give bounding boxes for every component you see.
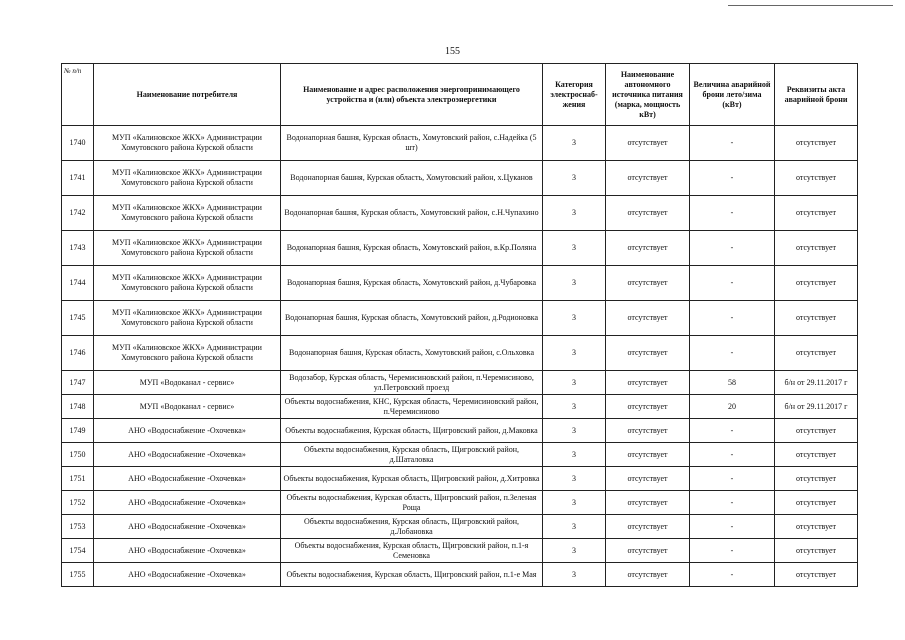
cell-location: Водонапорная башня, Курская область, Хомутовский район, х.Цуканов	[281, 161, 543, 196]
cell-consumer: МУП «Калиновское ЖКХ» Администрации Хомутовского района Курской области	[94, 161, 281, 196]
cell-power-source: отсутствует	[606, 491, 690, 515]
cell-power-source: отсутствует	[606, 231, 690, 266]
cell-consumer: МУП «Калиновское ЖКХ» Администрации Хомутовского района Курской области	[94, 336, 281, 371]
cell-consumer: МУП «Калиновское ЖКХ» Администрации Хомутовского района Курской области	[94, 266, 281, 301]
table-row	[62, 563, 858, 587]
cell-number: 1749	[62, 419, 94, 443]
cell-emergency-reserve: -	[690, 266, 775, 301]
cell-consumer: АНО «Водоснабжение -Охочевка»	[94, 515, 281, 539]
header-power-source: Наименование автономного источника питания (марка, мощность кВт)	[606, 64, 690, 126]
cell-number: 1750	[62, 443, 94, 467]
cell-power-source: отсутствует	[606, 395, 690, 419]
cell-act-details: отсутствует	[775, 301, 858, 336]
cell-location: Водонапорная башня, Курская область, Хомутовский район, в.Кр.Поляна	[281, 231, 543, 266]
cell-number: 1740	[62, 126, 94, 161]
cell-consumer: МУП «Калиновское ЖКХ» Администрации Хомутовского района Курской области	[94, 231, 281, 266]
cell-power-source: отсутствует	[606, 126, 690, 161]
cell-category: 3	[543, 491, 606, 515]
consumer-table	[61, 63, 858, 587]
cell-consumer: АНО «Водоснабжение -Охочевка»	[94, 419, 281, 443]
cell-act-details: отсутствует	[775, 161, 858, 196]
table-row	[62, 336, 858, 371]
cell-power-source: отсутствует	[606, 419, 690, 443]
cell-number: 1751	[62, 467, 94, 491]
cell-consumer: МУП «Калиновское ЖКХ» Администрации Хомутовского района Курской области	[94, 126, 281, 161]
cell-category: 3	[543, 443, 606, 467]
cell-number: 1743	[62, 231, 94, 266]
table-row	[62, 491, 858, 515]
cell-location: Водонапорная башня, Курская область, Хомутовский район, д.Чубаровка	[281, 266, 543, 301]
cell-category: 3	[543, 126, 606, 161]
cell-location: Водонапорная башня, Курская область, Хомутовский район, с.Ольховка	[281, 336, 543, 371]
cell-category: 3	[543, 515, 606, 539]
cell-consumer: МУП «Калиновское ЖКХ» Администрации Хомутовского района Курской области	[94, 196, 281, 231]
cell-act-details: отсутствует	[775, 196, 858, 231]
cell-location: Водонапорная башня, Курская область, Хомутовский район, с.Надейка (5 шт)	[281, 126, 543, 161]
cell-power-source: отсутствует	[606, 336, 690, 371]
cell-act-details: отсутствует	[775, 126, 858, 161]
cell-power-source: отсутствует	[606, 371, 690, 395]
page-number: 155	[445, 46, 460, 57]
cell-category: 3	[543, 539, 606, 563]
cell-act-details: отсутствует	[775, 539, 858, 563]
header-consumer: Наименование потребителя	[94, 64, 281, 126]
table-row	[62, 231, 858, 266]
cell-number: 1752	[62, 491, 94, 515]
cell-number: 1741	[62, 161, 94, 196]
cell-number: 1744	[62, 266, 94, 301]
cell-consumer: АНО «Водоснабжение -Охочевка»	[94, 467, 281, 491]
table-row	[62, 539, 858, 563]
cell-emergency-reserve: -	[690, 161, 775, 196]
table-row	[62, 266, 858, 301]
header-category: Категория электроснаб-жения	[543, 64, 606, 126]
cell-power-source: отсутствует	[606, 266, 690, 301]
table-row	[62, 196, 858, 231]
cell-category: 3	[543, 419, 606, 443]
cell-emergency-reserve: -	[690, 196, 775, 231]
table-header-row	[62, 64, 858, 126]
cell-emergency-reserve: -	[690, 443, 775, 467]
cell-emergency-reserve: 58	[690, 371, 775, 395]
table-row	[62, 419, 858, 443]
header-emergency-reserve: Величина аварийной брони лето/зима (кВт)	[690, 64, 775, 126]
cell-power-source: отсутствует	[606, 515, 690, 539]
table-row	[62, 161, 858, 196]
cell-consumer: АНО «Водоснабжение -Охочевка»	[94, 563, 281, 587]
cell-act-details: б/н от 29.11.2017 г	[775, 395, 858, 419]
cell-act-details: отсутствует	[775, 491, 858, 515]
cell-power-source: отсутствует	[606, 196, 690, 231]
cell-category: 3	[543, 231, 606, 266]
cell-category: 3	[543, 395, 606, 419]
cell-location: Объекты водоснабжения, Курская область, Щигровский район, д.Шаталовка	[281, 443, 543, 467]
cell-category: 3	[543, 161, 606, 196]
cell-emergency-reserve: -	[690, 515, 775, 539]
header-location: Наименование и адрес расположения энергопринимающего устройства и (или) объекта электроэнергетики	[281, 64, 543, 126]
cell-consumer: МУП «Водоканал - сервис»	[94, 371, 281, 395]
cell-act-details: отсутствует	[775, 266, 858, 301]
cell-consumer: АНО «Водоснабжение -Охочевка»	[94, 443, 281, 467]
cell-emergency-reserve: -	[690, 126, 775, 161]
header-number: № п/п	[62, 64, 94, 126]
cell-act-details: отсутствует	[775, 563, 858, 587]
cell-act-details: отсутствует	[775, 419, 858, 443]
cell-location: Объекты водоснабжения, Курская область, Щигровский район, п.Зеленая Роща	[281, 491, 543, 515]
cell-act-details: отсутствует	[775, 231, 858, 266]
cell-emergency-reserve: -	[690, 231, 775, 266]
cell-location: Объекты водоснабжения, Курская область, Щигровский район, п.1-я Семеновка	[281, 539, 543, 563]
header-rule	[728, 5, 893, 6]
cell-category: 3	[543, 301, 606, 336]
cell-category: 3	[543, 196, 606, 231]
cell-emergency-reserve: -	[690, 301, 775, 336]
cell-location: Объекты водоснабжения, КНС, Курская область, Черемисиновский район, п.Черемисиново	[281, 395, 543, 419]
cell-number: 1746	[62, 336, 94, 371]
cell-act-details: отсутствует	[775, 515, 858, 539]
cell-location: Объекты водоснабжения, Курская область, Щигровский район, д.Лобановка	[281, 515, 543, 539]
table-row	[62, 301, 858, 336]
cell-number: 1755	[62, 563, 94, 587]
cell-power-source: отсутствует	[606, 467, 690, 491]
cell-location: Водонапорная башня, Курская область, Хомутовский район, с.Н.Чупахино	[281, 196, 543, 231]
cell-location: Объекты водоснабжения, Курская область, Щигровский район, д.Хитровка	[281, 467, 543, 491]
cell-category: 3	[543, 563, 606, 587]
cell-emergency-reserve: -	[690, 539, 775, 563]
cell-emergency-reserve: -	[690, 563, 775, 587]
cell-power-source: отсутствует	[606, 161, 690, 196]
cell-act-details: б/н от 29.11.2017 г	[775, 371, 858, 395]
cell-number: 1742	[62, 196, 94, 231]
cell-act-details: отсутствует	[775, 336, 858, 371]
cell-category: 3	[543, 266, 606, 301]
cell-power-source: отсутствует	[606, 539, 690, 563]
cell-emergency-reserve: 20	[690, 395, 775, 419]
table-row	[62, 371, 858, 395]
cell-category: 3	[543, 467, 606, 491]
cell-category: 3	[543, 336, 606, 371]
cell-number: 1748	[62, 395, 94, 419]
cell-power-source: отсутствует	[606, 301, 690, 336]
cell-emergency-reserve: -	[690, 491, 775, 515]
header-act-details: Реквизиты акта аварийной брони	[775, 64, 858, 126]
cell-emergency-reserve: -	[690, 336, 775, 371]
cell-emergency-reserve: -	[690, 467, 775, 491]
cell-location: Объекты водоснабжения, Курская область, Щигровский район, д.Маковка	[281, 419, 543, 443]
table-row	[62, 395, 858, 419]
cell-location: Водонапорная башня, Курская область, Хомутовский район, д.Родионовка	[281, 301, 543, 336]
cell-act-details: отсутствует	[775, 443, 858, 467]
cell-number: 1753	[62, 515, 94, 539]
table-row	[62, 126, 858, 161]
cell-emergency-reserve: -	[690, 419, 775, 443]
cell-act-details: отсутствует	[775, 467, 858, 491]
cell-category: 3	[543, 371, 606, 395]
cell-power-source: отсутствует	[606, 563, 690, 587]
cell-location: Водозабор, Курская область, Черемисиновский район, п.Черемисиново, ул.Петровский проезд	[281, 371, 543, 395]
cell-consumer: АНО «Водоснабжение -Охочевка»	[94, 491, 281, 515]
cell-power-source: отсутствует	[606, 443, 690, 467]
cell-number: 1754	[62, 539, 94, 563]
table-row	[62, 443, 858, 467]
cell-number: 1745	[62, 301, 94, 336]
cell-consumer: МУП «Калиновское ЖКХ» Администрации Хомутовского района Курской области	[94, 301, 281, 336]
cell-consumer: МУП «Водоканал - сервис»	[94, 395, 281, 419]
cell-consumer: АНО «Водоснабжение -Охочевка»	[94, 539, 281, 563]
table-row	[62, 467, 858, 491]
table-row	[62, 515, 858, 539]
cell-location: Объекты водоснабжения, Курская область, Щигровский район, п.1-е Мая	[281, 563, 543, 587]
cell-number: 1747	[62, 371, 94, 395]
